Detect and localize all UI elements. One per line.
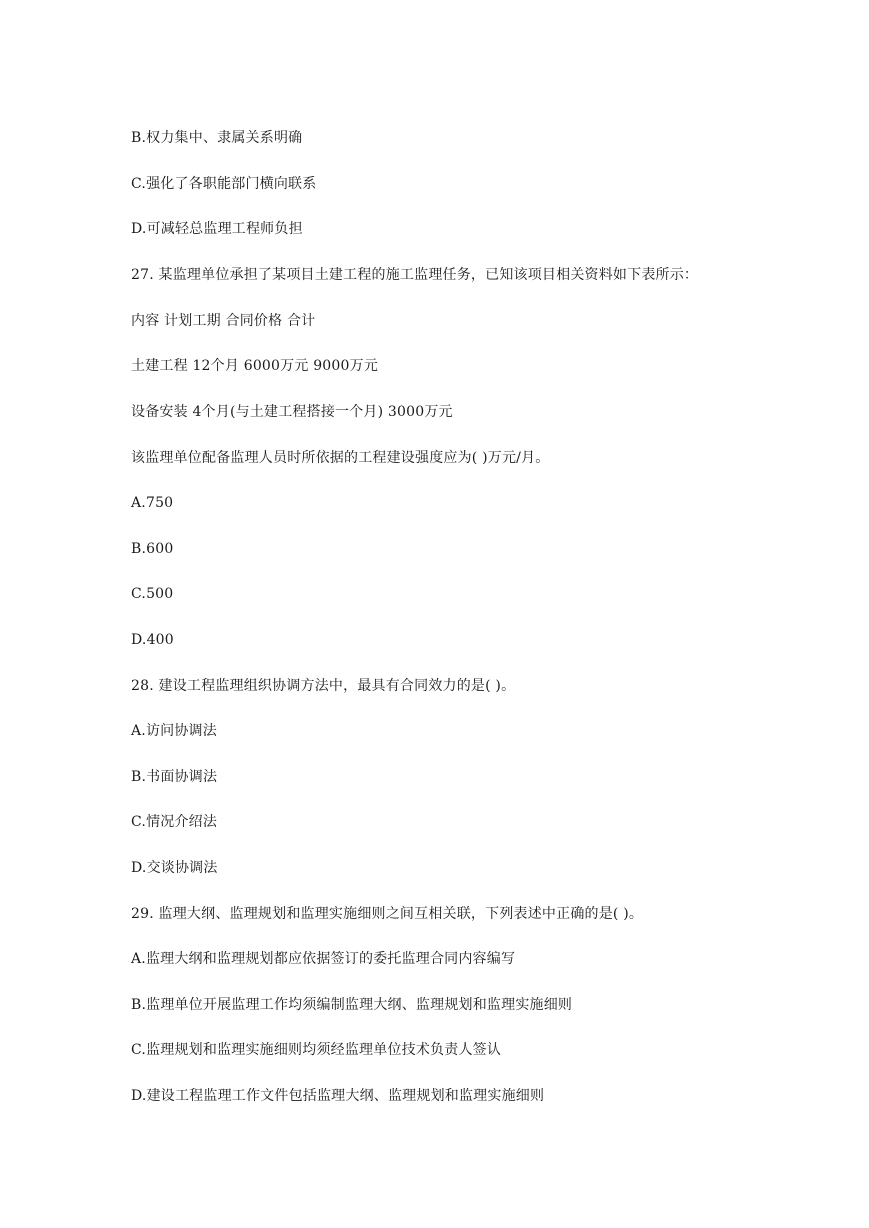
question-27: 27. 某监理单位承担了某项目土建工程的施工监理任务，已知该项目相关资料如下表所示： [131,267,699,283]
option-d-q26: D.可减轻总监理工程师负担 [131,221,303,237]
option-b-q26: B.权力集中、隶属关系明确 [131,130,303,146]
question-29: 29. 监理大纲、监理规划和监理实施细则之间互相关联，下列表述中正确的是( )。 [131,906,644,922]
option-d-q29: D.建设工程监理工作文件包括监理大纲、监理规划和监理实施细则 [131,1088,545,1104]
option-a-q28: A.访问协调法 [131,723,217,739]
option-c-q28: C.情况介绍法 [131,814,218,830]
option-c-q27: C.500 [131,586,174,602]
option-c-q26: C.强化了各职能部门横向联系 [131,176,317,192]
option-a-q29: A.监理大纲和监理规划都应依据签订的委托监理合同内容编写 [131,951,516,967]
option-d-q28: D.交谈协调法 [131,860,218,876]
option-b-q27: B.600 [131,541,174,557]
q27-question-stem: 该监理单位配备监理人员时所依据的工程建设强度应为( )万元/月。 [131,450,550,466]
q27-table-row-equipment: 设备安装 4个月(与土建工程搭接一个月) 3000万元 [131,404,453,420]
option-c-q29: C.监理规划和监理实施细则均须经监理单位技术负责人签认 [131,1042,502,1058]
option-a-q27: A.750 [131,495,174,511]
option-d-q27: D.400 [131,632,174,648]
option-b-q29: B.监理单位开展监理工作均须编制监理大纲、监理规划和监理实施细则 [131,997,573,1013]
q27-table-row-civil: 土建工程 12个月 6000万元 9000万元 [131,358,379,374]
option-b-q28: B.书面协调法 [131,769,218,785]
q27-table-header: 内容 计划工期 合同价格 合计 [131,313,316,329]
question-28: 28. 建设工程监理组织协调方法中，最具有合同效力的是( )。 [131,678,516,694]
